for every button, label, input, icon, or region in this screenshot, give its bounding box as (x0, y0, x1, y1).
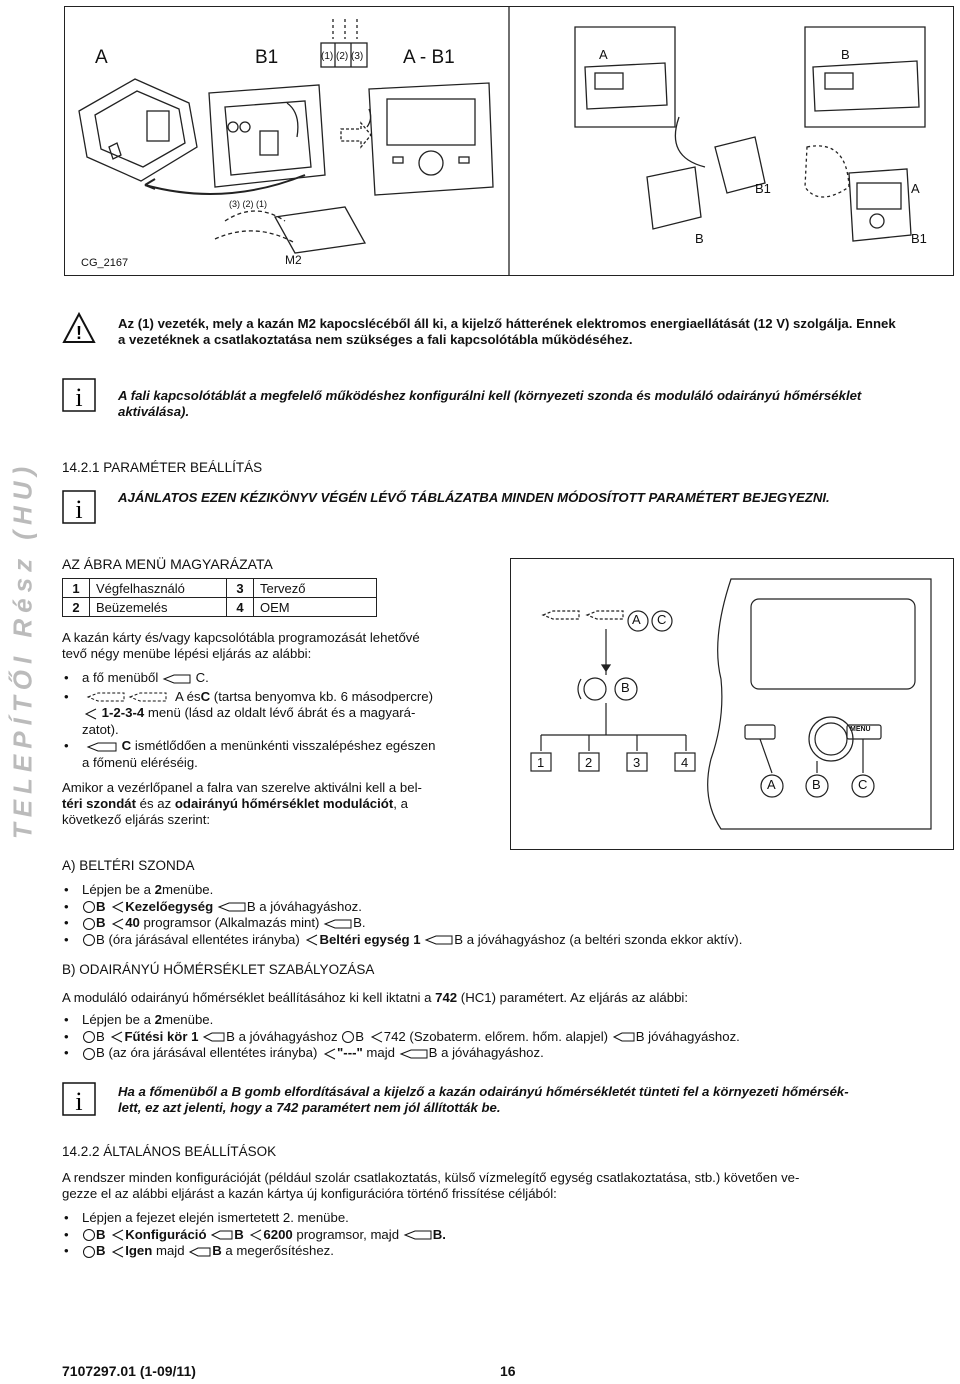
rotate-icon (109, 917, 125, 931)
section-1422-list (62, 1210, 952, 1260)
panel-menu-4: 4 (681, 755, 689, 770)
section-1421-note: AJÁNLATOS EZEN KÉZIKÖNYV VÉGÉN LÉVŐ TÁBLÁZATBA MINDEN MÓDOSÍTOTT PARAMÉTERT BEJEGYEZNI. (118, 490, 830, 505)
knob-icon (82, 917, 96, 931)
warning-line-2: a vezetéknek a csatlakoztatása nem szükséges a fali kapcsolótábla működéséhez. (118, 332, 633, 347)
panel-label-a: A (632, 612, 641, 627)
rotate-icon (303, 933, 319, 947)
label-right-b1-bottom: B1 (911, 231, 927, 246)
svg-text:i: i (75, 383, 83, 412)
label-a-b1: A - B1 (403, 47, 455, 68)
panel-bottom-b: B (812, 777, 821, 792)
panel-menu-3: 3 (633, 755, 641, 770)
press-icon (188, 1245, 212, 1259)
section-1422-line-2: gezze el az alábbi eljárást a kazán kártya új konfigurációra történő frissítése céljából: (62, 1186, 557, 1201)
section-1422-paragraph (62, 1170, 952, 1202)
press-icon (403, 1228, 433, 1242)
knob-icon (82, 900, 96, 914)
panel-text-line-1: Amikor a vezérlőpanel a falra van szerelve aktiválni kell a bel- (62, 780, 422, 795)
list-item: • a fő menüből C. (62, 670, 512, 687)
wiring-drawing (65, 7, 953, 275)
list-item: • C ismétlődően a menünkénti visszalépéshez egészen a főmenü eléréséig. (62, 738, 512, 771)
label-a: A (95, 47, 108, 68)
label-m2: M2 (285, 253, 302, 267)
table-cell: 1 (63, 579, 90, 598)
section-1422-title: 14.2.2 ÁLTALÁNOS BEÁLLÍTÁSOK (62, 1144, 277, 1159)
list-item: • Lépjen be a 2menübe. (62, 882, 952, 899)
panel-bottom-c: C (858, 777, 868, 792)
table-cell: Beüzemelés (90, 598, 227, 617)
press-icon (82, 690, 172, 704)
panel-menu-2: 2 (585, 755, 593, 770)
press-icon (399, 1047, 429, 1061)
panel-drawing (511, 559, 953, 849)
list-item: • B Igen majd B a megerősítéshez. (62, 1243, 952, 1260)
section-a-list (62, 882, 952, 948)
label-right-a: A (911, 181, 920, 196)
table-cell: Végfelhasználó (90, 579, 227, 598)
section-1422-line-1: A rendszer minden konfigurációját (például szolár csatlakoztatás, külső vízmelegítő egység csatlakoztatása, stb.) követően ve- (62, 1170, 800, 1185)
panel-figure (510, 558, 954, 850)
list-item: • Lépjen a fejezet elején ismertetett 2. menübe. (62, 1210, 952, 1227)
rotate-icon (108, 1030, 124, 1044)
press-icon (424, 933, 454, 947)
svg-text:i: i (75, 495, 83, 524)
section-a-title: A) BELTÉRI SZONDA (62, 858, 195, 873)
menu-intro (62, 630, 512, 662)
info3-line-1: Ha a főmenüből a B gomb elfordításával a kijelző a kazán odairányú hőmérsékletét tünteti fel a környezeti hőmérsék- (118, 1084, 849, 1099)
section-b-list (62, 1012, 952, 1062)
rotate-icon (109, 1228, 125, 1242)
terminals-bottom: (3) (2) (1) (229, 199, 267, 209)
side-text: TELEPÍTŐI Rész (HU) (7, 460, 38, 840)
info1-text (118, 388, 958, 420)
warning-icon (62, 312, 96, 349)
knob-icon (341, 1030, 355, 1044)
warning-line-1: Az (1) vezeték, mely a kazán M2 kapocslécéből áll ki, a kijelző hátterének elektromos energiaellátását (12 V) szolgálja. Ennek (118, 316, 896, 331)
section-b-intro: A moduláló odairányú hőmérséklet beállításához ki kell iktatni a 742 (HC1) paramétert. Az eljárás az alábbi: (62, 990, 689, 1005)
rotate-icon (368, 1030, 384, 1044)
press-icon (210, 1228, 234, 1242)
svg-text:!: ! (76, 323, 82, 343)
menu-steps-list (62, 670, 512, 771)
label-right-b-top: B (841, 47, 850, 62)
table-cell: 3 (227, 579, 254, 598)
panel-label-c: C (657, 612, 667, 627)
knob-icon (82, 1245, 96, 1259)
section-1421-title: 14.2.1 PARAMÉTER BEÁLLÍTÁS (62, 460, 263, 475)
table-row (63, 579, 377, 598)
panel-activation-text: Amikor a vezérlőpanel a falra van szerelve aktiválni kell a bel- téri szondát és az odairányú hőmérséklet modulációt, a következő eljárás szerint: (62, 780, 512, 828)
side-section-label (8, 370, 38, 930)
table-cell: 2 (63, 598, 90, 617)
list-item: • B 40 programsor (Alkalmazás mint) B. (62, 915, 952, 932)
section-b-title: B) ODAIRÁNYÚ HŐMÉRSÉKLET SZABÁLYOZÁSA (62, 962, 375, 977)
info-icon (62, 490, 96, 529)
menu-legend-title: AZ ÁBRA MENÜ MAGYARÁZATA (62, 556, 273, 572)
info1-line-2: aktiválása). (118, 404, 190, 419)
press-icon (217, 900, 247, 914)
label-right-a-top: A (599, 47, 608, 62)
label-right-b: B (695, 231, 704, 246)
svg-text:i: i (75, 1087, 83, 1116)
footer-page-number: 16 (500, 1363, 516, 1379)
info-icon (62, 378, 96, 417)
panel-text-line-3: következő eljárás szerint: (62, 812, 211, 827)
info-icon (62, 1082, 96, 1121)
panel-label-b: B (621, 680, 630, 695)
label-b1: B1 (255, 47, 279, 68)
rotate-icon (321, 1047, 337, 1061)
info1-line-1: A fali kapcsolótáblát a megfelelő működéshez konfigurálni kell (környezeti szonda és moduláló odairányú hőmérséklet (118, 388, 862, 403)
knob-icon (82, 1030, 96, 1044)
press-icon (323, 917, 353, 931)
terminals-top: (1) (2) (3) (321, 51, 364, 62)
info3-line-2: lett, ez azt jelenti, hogy a 742 paramétert nem jól állították be. (118, 1100, 501, 1115)
table-row (63, 598, 377, 617)
label-right-b1: B1 (755, 181, 771, 196)
list-item: • B (óra járásával ellentétes irányba) Beltéri egység 1 B a jóváhagyáshoz (a beltéri szonda ekkor aktív). (62, 932, 952, 949)
knob-icon (82, 1228, 96, 1242)
menu-intro-line-1: A kazán kárty és/vagy kapcsolótábla programozását lehetővé (62, 630, 420, 645)
rotate-icon (82, 707, 98, 721)
menu-intro-line-2: tevő négy menübe lépési eljárás az alábbi: (62, 646, 312, 661)
info3-text (118, 1084, 958, 1116)
list-item: • B Konfiguráció B 6200 programsor, majd B. (62, 1227, 952, 1244)
menu-legend-table (62, 578, 377, 617)
list-item: • Lépjen be a 2menübe. (62, 1012, 952, 1029)
figure-code: CG_2167 (81, 257, 129, 269)
press-icon (162, 672, 192, 686)
press-icon (612, 1030, 636, 1044)
rotate-icon (109, 1245, 125, 1259)
warning-text (118, 316, 958, 348)
table-cell: Tervező (254, 579, 377, 598)
table-cell: OEM (254, 598, 377, 617)
list-item: • B Fűtési kör 1 B a jóváhagyáshoz B 742 (Szobaterm. előrem. hőm. alapjel) B jóváhagyáshoz. (62, 1029, 952, 1046)
panel-menu-button: MENU (850, 726, 871, 733)
list-item: • B Kezelőegység B a jóváhagyáshoz. (62, 899, 952, 916)
panel-menu-1: 1 (537, 755, 545, 770)
knob-icon (82, 933, 96, 947)
press-icon (82, 740, 118, 754)
table-cell: 4 (227, 598, 254, 617)
panel-bottom-a: A (767, 777, 776, 792)
knob-icon (82, 1047, 96, 1061)
footer-doc-code: 7107297.01 (1-09/11) (62, 1363, 196, 1379)
wiring-figure (64, 6, 954, 276)
press-icon (202, 1030, 226, 1044)
list-item: • B (az óra járásával ellentétes irányba) "---" majd B a jóváhagyáshoz. (62, 1045, 952, 1062)
rotate-icon (109, 900, 125, 914)
list-item: • A ésC (tartsa benyomva kb. 6 másodpercre) 1-2-3-4 menü (lásd az oldalt lévő ábrát és a magyará- zatot). (62, 689, 512, 739)
rotate-icon (247, 1228, 263, 1242)
